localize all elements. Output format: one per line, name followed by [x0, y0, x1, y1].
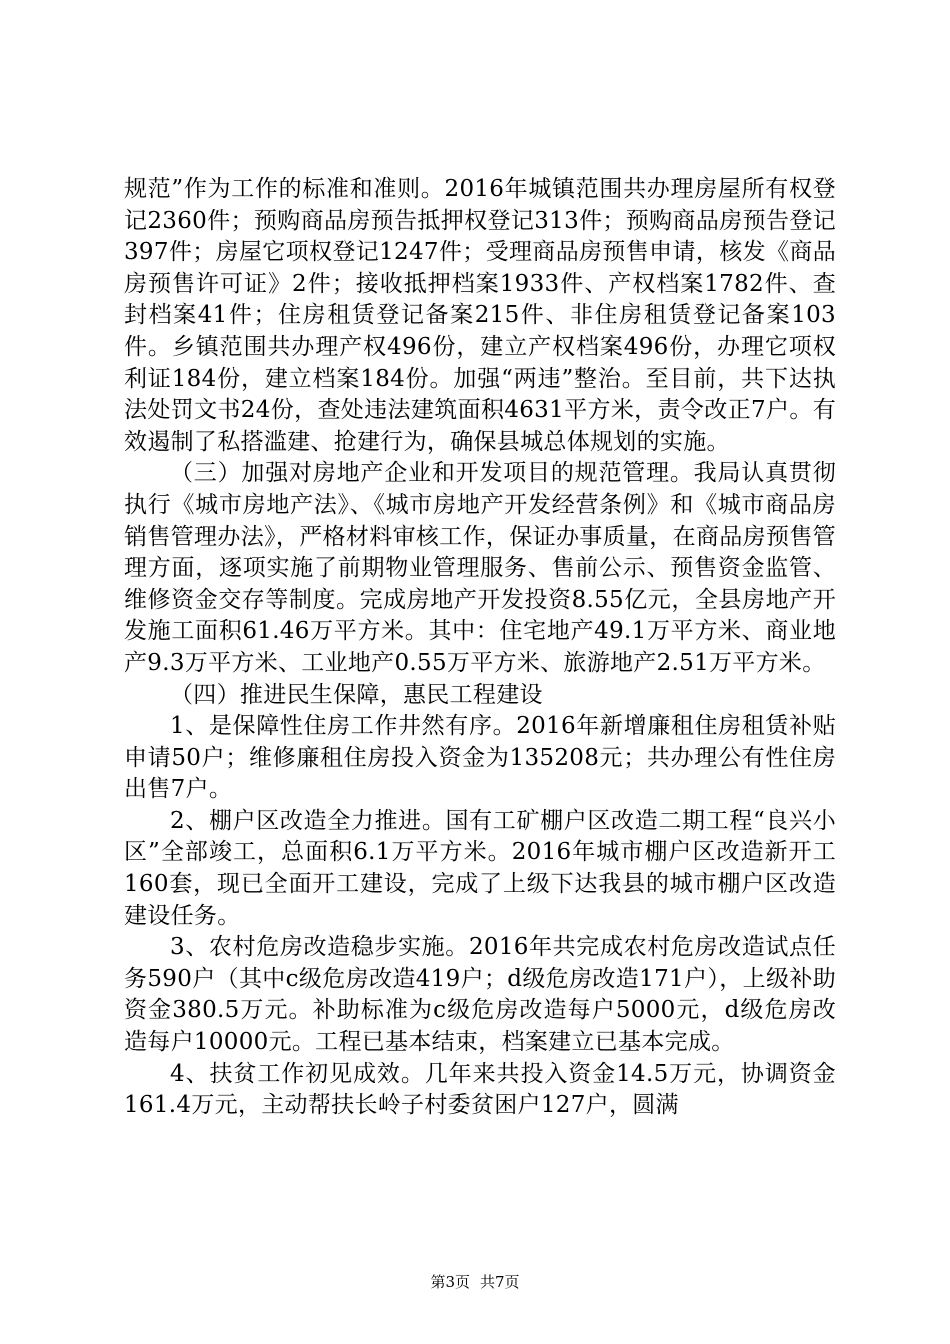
page-total: 共7页	[480, 1273, 520, 1291]
paragraph-real-estate-management: （三）加强对房地产企业和开发项目的规范管理。我局认真贯彻执行《城市房地产法》、《城市房地产开发经营条例》和《城市商品房销售管理办法》，严格材料审核工作，保证办事质量，在商品房预售管理方面，逐项实施了前期物业管理服务、售前公示、预售资金监管、维修资金交存等制度。完成房地产开发投资8.55亿元，全县房地产开发施工面积61.46万平方米。其中：住宅地产49.1万平方米、商业地产9.3万平方米、工业地产0.55万平方米、旅游地产2.51万平方米。	[124, 460, 836, 676]
paragraph-heading-livelihood: （四）推进民生保障，惠民工程建设	[170, 681, 543, 708]
page-number: 第3页	[430, 1273, 470, 1291]
paragraph-affordable-housing: 1、是保障性住房工作井然有序。2016年新增廉租住房租赁补贴申请50户；维修廉租住房投入资金为135208元；共办理公有性住房出售7户。	[124, 713, 836, 803]
paragraph-property-registration: 规范”作为工作的标准和准则。2016年城镇范围共办理房屋所有权登记2360件；预购商品房预告抵押权登记313件；预购商品房预告登记397件；房屋它项权登记1247件；受理商品房预售申请，核发《商品房预售许可证》2件；接收抵押档案1933件、产权档案1782件、查封档案41件；住房租赁登记备案215件、非住房租赁登记备案103件。乡镇范围共办理产权496份，建立产权档案496份，办理它项权利证184份，建立档案184份。加强“两违”整治。至目前，共下达执法处罚文书24份，查处违法建筑面积4631平方米，责令改正7户。有效遏制了私搭滥建、抢建行为，确保县城总体规划的实施。	[124, 176, 836, 455]
page-footer	[0, 1272, 950, 1292]
paragraph-shantytown-renovation: 2、棚户区改造全力推进。国有工矿棚户区改造二期工程“良兴小区”全部竣工，总面积6.1万平方米。2016年城市棚户区改造新开工160套，现已全面开工建设，完成了上级下达我县的城市棚户区改造建设任务。	[124, 807, 836, 929]
paragraph-poverty-alleviation: 4、扶贫工作初见成效。几年来共投入资金14.5万元，协调资金161.4万元，主动帮扶长岭子村委贫困户127户，圆满	[124, 1060, 836, 1119]
document-body	[124, 174, 836, 1122]
paragraph-rural-housing: 3、农村危房改造稳步实施。2016年共完成农村危房改造试点任务590户（其中c级危房改造419户；d级危房改造171户），上级补助资金380.5万元。补助标准为c级危房改造每户5000元，d级危房改造每户10000元。工程已基本结束，档案建立已基本完成。	[124, 934, 836, 1056]
